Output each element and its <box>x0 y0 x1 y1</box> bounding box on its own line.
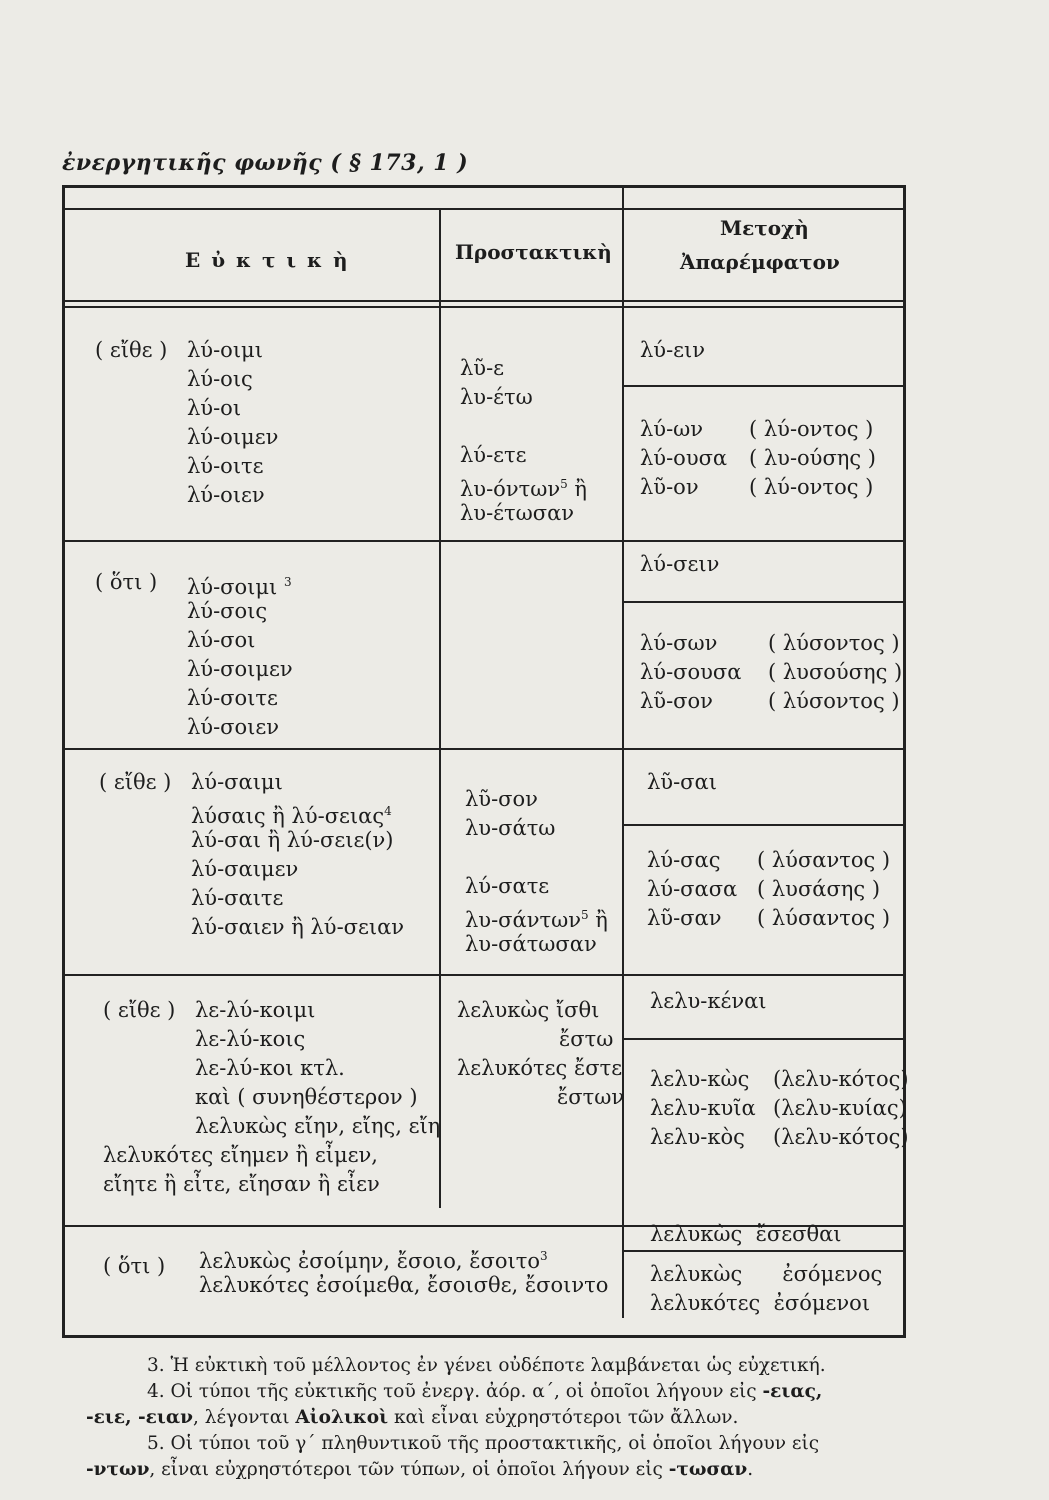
present-opt-2: λύ-οις <box>187 367 253 391</box>
aorist-part-1: λύ-σας <box>647 848 721 872</box>
futperf-opt-2: λελυκότες ἐσοίμεθα, ἔσοισθε, ἔσοιντο <box>199 1273 609 1297</box>
present-infinitive: λύ-ειν <box>640 338 706 362</box>
present-part-3: λῦ-ον <box>640 475 699 499</box>
present-part-1: λύ-ων <box>640 417 704 441</box>
header-bottom-line <box>65 300 906 302</box>
present-opt-6: λύ-οιεν <box>187 483 265 507</box>
aorist-part-2: λύ-σασα <box>647 877 738 901</box>
present-imp-or: ἢ <box>574 477 588 501</box>
perfect-opt-1: λε-λύ-κοιμι <box>195 998 316 1022</box>
present-imp-6: λυ-έτωσαν <box>460 501 575 525</box>
perfect-opt-7: εἴητε ἢ εἶτε, εἴησαν ἢ εἶεν <box>103 1172 380 1196</box>
future-part-2: λύ-σουσα <box>640 660 742 684</box>
footnote-4-cont: -ειε, -ειαν, λέγονται Αἰολικοὶ καὶ εἶναι εὐχρηστότεροι τῶν ἄλλων. <box>86 1407 739 1428</box>
footnotes <box>86 1353 932 1483</box>
perfect-part-1-gen: (λελυ-κότος) <box>773 1067 909 1091</box>
sub-line-3 <box>622 824 906 826</box>
present-imp-1: λῦ-ε <box>460 356 505 380</box>
present-part-1-gen: ( λύ-οντος ) <box>749 417 874 441</box>
present-opt-3: λύ-οι <box>187 396 242 420</box>
perfect-opt-2: λε-λύ-κοις <box>195 1027 306 1051</box>
future-particle: ( ὅτι ) <box>95 570 158 594</box>
present-particle: ( εἴθε ) <box>95 338 168 362</box>
aorist-opt-4: λύ-σαιμεν <box>191 857 299 881</box>
footnote-5: 5. Οἱ τύποι τοῦ γ΄ πληθυντικοῦ τῆς προστακτικῆς, οἱ ὁποῖοι λήγουν εἰς <box>147 1433 820 1454</box>
future-infinitive: λύ-σειν <box>640 552 720 576</box>
present-imp-2: λυ-έτω <box>460 385 533 409</box>
footnote-ref-5: 5 <box>560 477 568 491</box>
footnote-5-cont: -ντων, εἶναι εὐχρηστότεροι τῶν τύπων, οἱ ὁποῖοι λήγουν εἰς -τωσαν. <box>86 1459 754 1480</box>
present-part-2: λύ-ουσα <box>640 446 728 470</box>
aorist-imp-3: λύ-σατε <box>465 874 550 898</box>
future-opt-5: λύ-σοιτε <box>187 686 278 710</box>
footnote-3: 3. Ἡ εὐκτικὴ τοῦ μέλλοντος ἐν γένει οὐδέποτε λαμβάνεται ὡς εὐχετική. <box>147 1355 826 1376</box>
present-imp-3: λύ-ετε <box>460 443 527 467</box>
aorist-part-1-gen: ( λύσαντος ) <box>757 848 891 872</box>
present-imp-4-form: λυ-όντων <box>460 477 561 501</box>
aorist-particle: ( εἴθε ) <box>99 770 172 794</box>
column-divider-2 <box>622 188 624 1318</box>
future-opt-1: λύ-σοιμι $^3$ <box>187 575 292 599</box>
aorist-part-3: λῦ-σαν <box>647 906 722 930</box>
perfect-opt-5: λελυκὼς εἴην, εἴης, εἴη <box>195 1114 441 1138</box>
aorist-opt-1: λύ-σαιμι <box>191 770 283 794</box>
sub-line-5 <box>622 1250 906 1252</box>
present-opt-1: λύ-οιμι <box>187 338 263 362</box>
futperf-part-1: λελυκὼς ἐσόμενος <box>650 1262 883 1286</box>
header-bottom-line-2 <box>65 306 906 308</box>
aorist-opt-5: λύ-σαιτε <box>191 886 284 910</box>
perfect-particle: ( εἴθε ) <box>103 998 176 1022</box>
footnote-ref-4: 4 <box>384 804 392 818</box>
future-optative <box>187 568 293 742</box>
aorist-imp-2: λυ-σάτω <box>465 816 556 840</box>
future-opt-4: λύ-σοιμεν <box>187 657 293 681</box>
futperf-infinitive: λελυκὼς ἔσεσθαι <box>650 1222 842 1246</box>
header-infinitive: Ἀπαρέμφατον <box>680 250 840 274</box>
futperf-opt-1: λελυκὼς ἐσοίμην, ἔσοιο, ἔσοιτο$^3$ <box>199 1249 548 1273</box>
footnote-ref-3: 3 <box>283 575 292 589</box>
future-part-2-gen: ( λυσούσης ) <box>768 660 903 684</box>
header-participle: Μετοχὴ <box>720 216 809 240</box>
present-part-2-gen: ( λυ-ούσης ) <box>749 446 876 470</box>
sub-line-1 <box>622 385 906 387</box>
present-opt-5: λύ-οιτε <box>187 454 264 478</box>
perfect-part-2-gen: (λελυ-κυίας) <box>773 1096 907 1120</box>
perfect-opt-6: λελυκότες εἴημεν ἢ εἶμεν, <box>103 1143 378 1167</box>
header-top-line <box>65 208 906 210</box>
footnote-ref-3b: 3 <box>540 1249 548 1263</box>
aorist-opt-3: λύ-σαι ἢ λύ-σειε(ν) <box>191 828 394 852</box>
futperf-particle: ( ὅτι ) <box>103 1254 166 1278</box>
present-opt-4: λύ-οιμεν <box>187 425 279 449</box>
future-opt-6: λύ-σοιεν <box>187 715 280 739</box>
aorist-imp-or: ἢ <box>595 908 608 932</box>
perfect-part-1: λελυ-κὼς <box>650 1067 750 1091</box>
perfect-imp-2: ἔστω <box>559 1027 614 1051</box>
aorist-imp-1: λῦ-σον <box>465 787 538 811</box>
page-title: ἐνεργητικῆς φωνῆς ( § 173, 1 ) <box>62 150 469 176</box>
future-part-3-gen: ( λύσοντος ) <box>768 689 900 713</box>
sub-line-4 <box>622 1038 906 1040</box>
footnote-4: 4. Οἱ τύποι τῆς εὐκτικῆς τοῦ ἐνεργ. ἀόρ. α΄, οἱ ὁποῖοι λήγουν εἰς -ειας, <box>147 1381 823 1402</box>
perfect-part-3-gen: (λελυ-κότος) <box>773 1125 909 1149</box>
conjugation-table <box>62 185 909 1338</box>
future-part-3: λῦ-σον <box>640 689 713 713</box>
aorist-optative <box>191 768 404 942</box>
header-optative: Ε ὐ κ τ ι κ ὴ <box>185 248 350 272</box>
aorist-part-3-gen: ( λύσαντος ) <box>757 906 891 930</box>
present-optative <box>187 336 278 510</box>
perfect-part-2: λελυ-κυῖα <box>650 1096 756 1120</box>
perfect-part-3: λελυ-κὸς <box>650 1125 745 1149</box>
aorist-opt-6: λύ-σαιεν ἢ λύ-σειαν <box>191 915 405 939</box>
perfect-imp-1: λελυκὼς ἴσθι <box>457 998 600 1022</box>
row-line-present <box>65 540 906 542</box>
future-opt-3: λύ-σοι <box>187 628 256 652</box>
aorist-opt-2: λύσαις ἢ λύ-σειας$^4$ <box>191 804 392 828</box>
column-divider-1 <box>439 208 441 1208</box>
futperf-part-2: λελυκότες ἐσόμενοι <box>650 1291 871 1315</box>
perfect-opt-3: λε-λύ-κοι κτλ. <box>195 1056 345 1080</box>
perfect-imp-4: ἔστων <box>557 1085 625 1109</box>
future-part-1: λύ-σων <box>640 631 718 655</box>
sub-line-2 <box>622 601 906 603</box>
perfect-imp-3: λελυκότες ἔστε <box>457 1056 623 1080</box>
aorist-imp-4-form: λυ-σάντων <box>465 908 581 932</box>
present-part-3-gen: ( λύ-οντος ) <box>749 475 874 499</box>
header-imperative: Προστακτικὴ <box>455 240 612 264</box>
aorist-part-2-gen: ( λυσάσης ) <box>757 877 881 901</box>
row-line-aorist <box>65 974 906 976</box>
aorist-imp-6: λυ-σάτωσαν <box>465 932 597 956</box>
future-part-1-gen: ( λύσοντος ) <box>768 631 900 655</box>
perfect-infinitive: λελυ-κέναι <box>650 989 767 1013</box>
aorist-infinitive: λῦ-σαι <box>647 770 717 794</box>
future-opt-2: λύ-σοις <box>187 599 268 623</box>
footnote-ref-5b: 5 <box>580 908 589 922</box>
row-line-future <box>65 748 906 750</box>
perfect-opt-4: καὶ ( συνηθέστερον ) <box>195 1085 418 1109</box>
